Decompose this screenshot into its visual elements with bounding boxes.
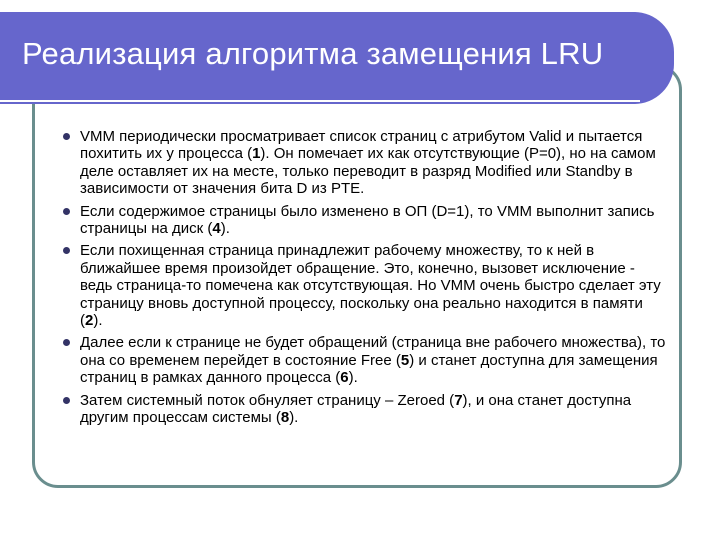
step-ref: 2 xyxy=(85,312,94,330)
step-ref: 5 xyxy=(400,351,410,369)
bullet-dot-icon xyxy=(63,208,70,215)
bullet-text: ), и она станет доступна другим процессам системы ( xyxy=(80,391,632,427)
bullet-item xyxy=(62,334,668,386)
step-ref: 6 xyxy=(340,369,349,387)
slide-title: Реализация алгоритма замещения LRU xyxy=(22,36,604,71)
bullet-text: Если похищенная страница принадлежит рабочему множеству, то к ней в ближайшее время произойдет обращение. Это, конечно, вызовет исключение - ведь страница-то помечена как отсутствующая. Но VMM очень быстро сделает эту страницу вновь доступной процессу, поскольку она реально находится в памяти ( xyxy=(80,242,661,330)
bullet-dot-icon xyxy=(63,247,70,254)
title-bar xyxy=(0,12,674,104)
bullet-text: VMM периодически просматривает список страниц с атрибутом Valid и пытается похитить их у процесса ( xyxy=(80,128,643,163)
bullet-text: ). xyxy=(289,409,299,427)
bullet-text: Далее если к странице не будет обращений (страница вне рабочего множества), то она со временем перейдет в состояние Free ( xyxy=(80,334,666,369)
step-ref: 8 xyxy=(280,409,290,427)
step-ref: 7 xyxy=(454,391,463,409)
step-ref: 1 xyxy=(252,145,261,163)
bullet-item xyxy=(62,128,668,198)
bullet-item xyxy=(62,392,668,427)
bullet-text: ). Он помечает их как отсутствующие (P=0), но на самом деле оставляет их на месте, только переводит в разряд Modified или Standby в зависимости от значения бита D из PTE. xyxy=(80,145,656,198)
bullet-text: Затем системный поток обнуляет страницу – Zeroed ( xyxy=(80,391,455,409)
bullet-item xyxy=(62,242,668,329)
bullet-text: ) и станет доступна для замещения страниц в рамках данного процесса ( xyxy=(80,351,658,387)
bullet-dot-icon xyxy=(63,339,70,346)
bullet-list xyxy=(62,128,668,432)
bullet-text: ). xyxy=(93,312,103,330)
bullet-text: Если содержимое страницы было изменено в ОП (D=1), то VMM выполнит запись страницы на диск ( xyxy=(80,202,655,238)
bullet-text: ). xyxy=(220,220,230,238)
bullet-text: ). xyxy=(348,369,358,387)
bullet-dot-icon xyxy=(63,133,70,140)
title-underline xyxy=(0,100,640,102)
bullet-item xyxy=(62,203,668,238)
step-ref: 4 xyxy=(212,220,221,238)
bullet-dot-icon xyxy=(63,397,70,404)
